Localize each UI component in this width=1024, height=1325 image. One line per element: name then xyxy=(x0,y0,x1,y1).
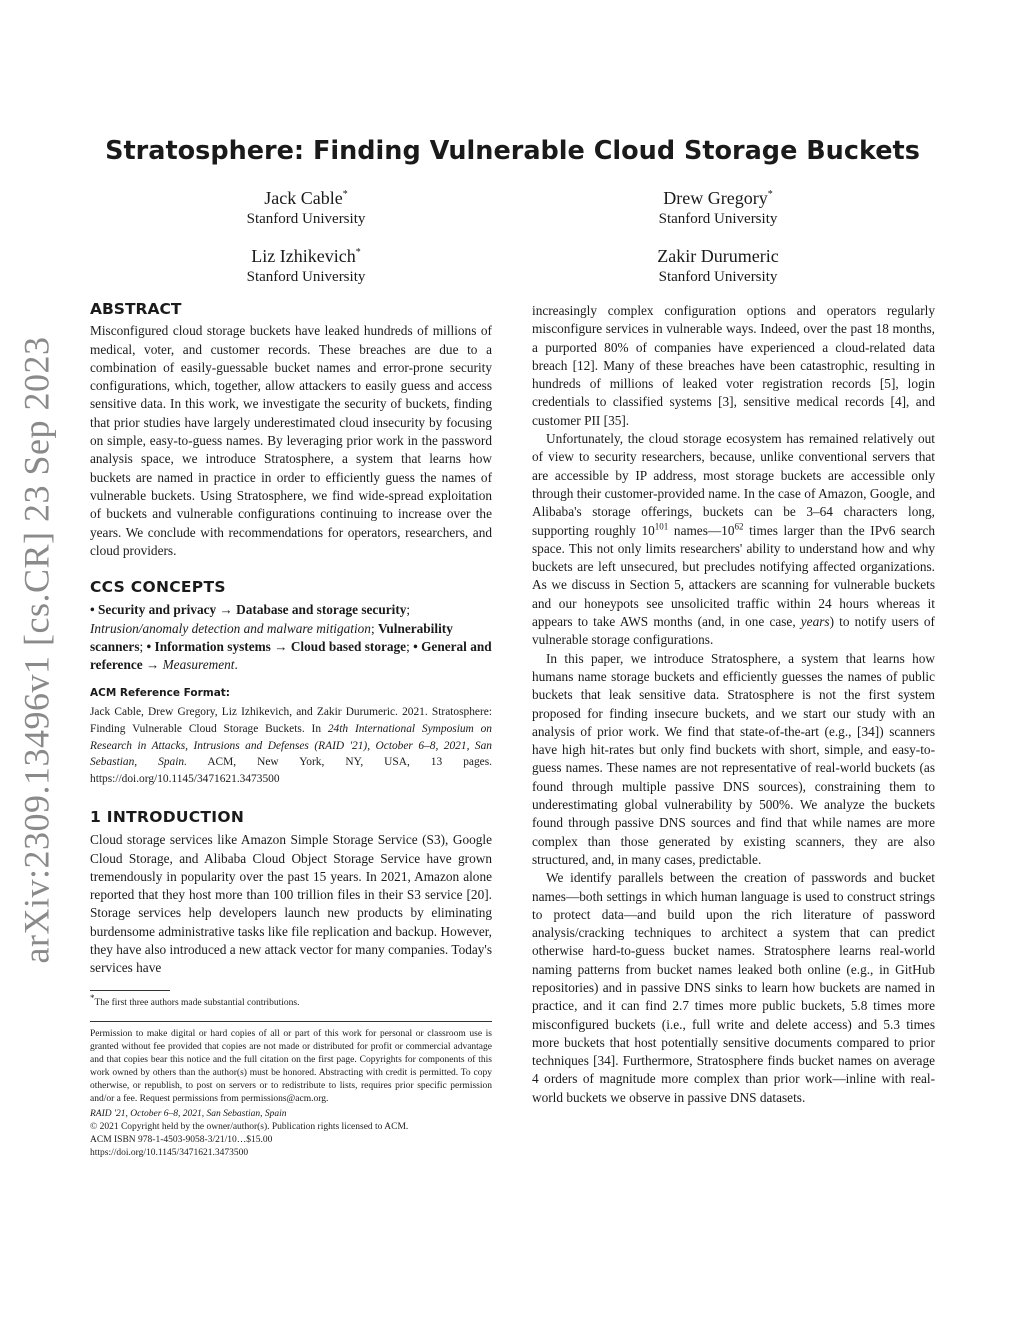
author-name: Liz Izhikevich xyxy=(251,246,356,266)
footnote xyxy=(90,992,492,1010)
permission-venue: RAID '21, October 6–8, 2021, San Sebastian, Spain xyxy=(90,1109,287,1120)
permission-isbn: ACM ISBN 978-1-4503-9058-3/21/10…$15.00 xyxy=(90,1135,273,1146)
arrow: → xyxy=(274,639,288,655)
acm-ref-venue: 24th International Symposium on Research in Attacks, Intrusions and Defenses (RAID '21), October 6–8, 2021, San Sebastian, Spain. xyxy=(90,722,493,769)
author-affiliation: Stanford University xyxy=(658,269,778,285)
arrow: → xyxy=(219,602,233,618)
ccs-term: Cloud based storage xyxy=(290,639,407,655)
abstract-text: Misconfigured cloud storage buckets have leaked hundreds of millions of medical, voter, and customer records. These breaches are due to a combination of easily-guessable bucket names and error-prone security configurations, which, together, allow attackers to easily guess and access sensitive data. In this work, we investigate the security of buckets, finding that prior studies have largely underestimated cloud insecurity by focusing on simple, easy-to-guess names. By leveraging prior work in the password analysis space, we introduce Stratosphere, a system that learns how buckets are named in practice in order to efficiently guess the names of vulnerable buckets. Using Stratosphere, we find wide-spread exploitation of buckets and vulnerable configurations continuing to increase over the years. We conclude with recommendations for operators, researchers, and cloud providers. xyxy=(90,323,492,558)
text-run: names—10 xyxy=(668,522,735,538)
body-paragraph xyxy=(532,430,935,650)
bullet: • xyxy=(146,639,152,655)
ccs-term: Vulnerability scanners xyxy=(90,620,453,655)
bullet: • xyxy=(90,602,95,618)
arxiv-stamp xyxy=(8,336,64,964)
ccs-concepts: • Security and privacy → Database and storage security; Intrusion/anomaly detection and malware mitigation; Vulnerability scanners; • Information systems → Cloud based storage; • General and reference → Measurement. xyxy=(90,602,492,673)
author-block xyxy=(156,245,456,288)
body-paragraph: increasingly complex configuration options and operators regularly misconfigure services in vulnerable ways. Indeed, over the past 18 months, a purported 80% of companies have experienced a cloud-related data breach [12]. Many of these breaches have been catastrophic, resulting in hundreds of millions of leaked voter registration records [5], login credentials to classified systems [3], sensitive medical records [4], and customer PII [35]. xyxy=(532,303,935,428)
ccs-term: Measurement xyxy=(162,657,235,673)
author-name: Zakir Durumeric xyxy=(657,246,779,266)
left-column xyxy=(90,300,492,1161)
author-block xyxy=(156,187,456,230)
permission-copyright: © 2021 Copyright held by the owner/author(s). Publication rights licensed to ACM. xyxy=(90,1122,409,1133)
acm-ref-heading: ACM Reference Format: xyxy=(90,686,230,699)
ccs-heading: CCS CONCEPTS xyxy=(90,578,226,597)
permission-doi: https://doi.org/10.1145/3471621.3473500 xyxy=(90,1148,249,1159)
arxiv-id: arXiv:2309.13496v1 [cs.CR] 23 Sep 2023 xyxy=(16,336,56,964)
permission-rule xyxy=(90,1021,492,1022)
exponent: 62 xyxy=(734,521,744,532)
arrow: → xyxy=(145,657,160,673)
emphasis: years xyxy=(800,614,830,630)
paper-title: Stratosphere: Finding Vulnerable Cloud Storage Buckets xyxy=(105,136,920,166)
author-affiliation: Stanford University xyxy=(246,211,366,227)
bullet: • xyxy=(413,639,418,655)
text-run: Unfortunately, the cloud storage ecosystem has remained relatively out of view to security researchers, because, unlike conventional servers that are accessible by IP address, most storage buckets are accessible only through their customer-provided name. In the case of Amazon, Google, and Alibaba's storage offerings, buckets can be 3–64 characters long, supporting roughly 10 xyxy=(532,431,935,538)
ccs-term: General and reference xyxy=(90,639,492,673)
ccs-term: Security and privacy xyxy=(97,602,217,618)
author-block xyxy=(568,187,868,230)
abstract-heading: ABSTRACT xyxy=(90,300,182,318)
footnote-text: The first three authors made substantial contributions. xyxy=(94,997,300,1008)
right-column xyxy=(532,302,935,1107)
exponent: 101 xyxy=(654,521,669,532)
ccs-term: Information systems xyxy=(154,639,271,655)
intro-paragraph: Cloud storage services like Amazon Simple Storage Service (S3), Google Cloud Storage, and Alibaba Cloud Object Storage Service have grown tremendously in popularity over the past 15 years. In 2021, Amazon alone reported that they host more than 100 trillion files in their S3 service [20]. Storage services help developers launch new products by eliminating burdensome administrative tasks like file replication and backup. However, they have also introduced a new attack vector for many companies. Today's services have xyxy=(90,832,492,976)
author-name: Jack Cable xyxy=(264,188,343,208)
permission-block xyxy=(90,1028,492,1161)
author-mark: * xyxy=(342,189,348,200)
footnote-mark: * xyxy=(90,992,95,1003)
acm-reference xyxy=(90,704,492,788)
text-run: times larger than the IPv6 search space. This not only limits researchers' ability to understand how and why buckets are left unsecured, but precludes notifying affected organizations. As we discuss in Section 5, attackers are scanning for vulnerable buckets and our honeypots see unsolicited traffic within 24 hours whereas it appears to take AWS months (and, in one case, xyxy=(532,522,935,630)
author-affiliation: Stanford University xyxy=(658,211,778,227)
acm-ref-text: ACM, New York, NY, USA, 13 pages. https://doi.org/10.1145/3471621.3473500 xyxy=(90,756,492,786)
permission-text: Permission to make digital or hard copies of all or part of this work for personal or classroom use is granted without fee provided that copies are not made or distributed for profit or commercial advantage and that copies bear this notice and the full citation on the first page. Copyrights for components of this work owned by others than the author(s) must be honored. Abstracting with credit is permitted. To copy otherwise, or republish, to post on servers or to redistribute to lists, requires prior specific permission and/or a fee. Request permissions from permissions@acm.org. xyxy=(90,1028,492,1105)
author-block xyxy=(568,245,868,288)
body-paragraph: In this paper, we introduce Stratosphere, a system that learns how humans name storage buckets and efficiently guesses the names of public buckets that leak sensitive data. Stratosphere is not the first system proposed for finding insecure buckets, and we start our study with an analysis of prior work. We find that state-of-the-art (e.g., [34]) scanners have high hit-rates but only find buckets with short, simple, and easy-to-guess names. These names are not representative of real-world buckets (as found through multiple passive DNS sources), constraining them to underestimating global vulnerability by 500%. We analyze the buckets found through passive DNS sources and find that while names are more complex than those generated by existing scanners, they are also structured, and, in many cases, predictable. xyxy=(532,650,935,867)
acm-ref-text: Jack Cable, Drew Gregory, Liz Izhikevich, and Zakir Durumeric. 2021. Stratosphere: Finding Vulnerable Cloud Storage Buckets. In xyxy=(90,705,492,735)
author-mark: * xyxy=(767,189,773,200)
author-affiliation: Stanford University xyxy=(246,269,366,285)
footnote-rule xyxy=(90,990,170,991)
author-mark: * xyxy=(355,247,361,258)
text-run: ) to notify users of vulnerable storage configurations. xyxy=(532,614,935,648)
ccs-term: Database and storage security xyxy=(236,602,407,618)
intro-heading: 1 INTRODUCTION xyxy=(90,807,245,826)
body-paragraph: We identify parallels between the creation of passwords and bucket names—both settings in which human language is used to construct strings to protect data—and build upon the rich literature of password analysis/cracking techniques to architect a system that can predict otherwise hard-to-guess bucket names. Stratosphere learns real-world naming patterns from bucket names leaked both online (e.g., in GitHub repositories) and in passive DNS sinks to learn how buckets are named in practice, and it can find 2.7 times more public buckets, 5.8 times more misconfigured buckets (i.e., full write and delete access) and 5.3 times more buckets that host potentially sensitive documents compared to prior techniques [34]. Furthermore, Stratosphere finds bucket names on average 4 orders of magnitude more complex than prior work—inline with real-world buckets we observe in passive DNS datasets. xyxy=(532,870,935,1105)
ccs-term: Intrusion/anomaly detection and malware mitigation xyxy=(90,620,371,636)
author-name: Drew Gregory xyxy=(663,188,768,208)
